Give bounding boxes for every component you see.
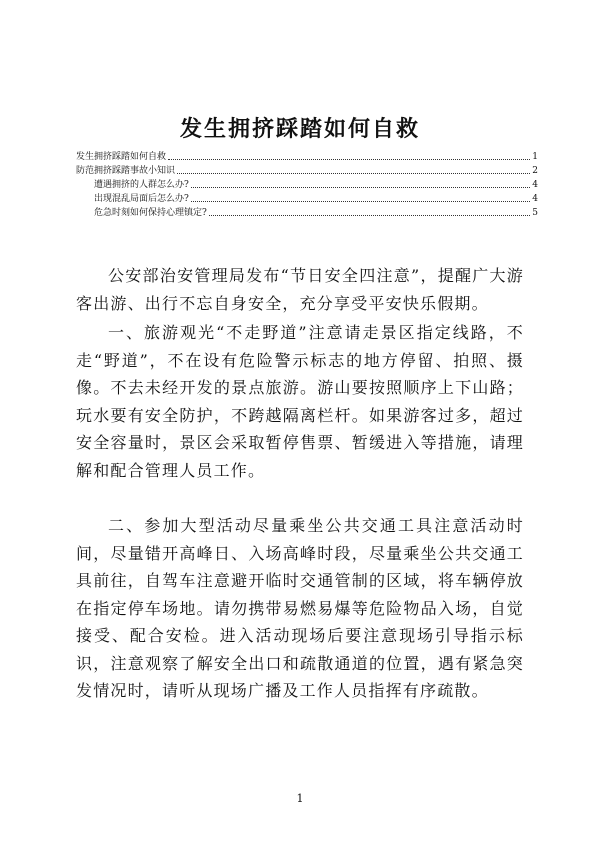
toc-entry-text: 危急时刻如何保持心理镇定? xyxy=(94,208,207,218)
table-of-contents xyxy=(76,150,538,220)
body-paragraph: 公安部治安管理局发布“节日安全四注意”，提醒广大游客出游、出行不忘自身安全，充分享受平安快乐假期。 xyxy=(76,266,524,313)
toc-entry-text: 遭遇拥挤的人群怎么办? xyxy=(94,180,189,190)
toc-entry-text: 防范拥挤踩踏事故小知识 xyxy=(76,166,176,176)
body-paragraph: 一、旅游观光“不走野道”注意请走景区指定线路，不走“野道”，不在设有危险警示标志的地方停留、拍照、摄像。不去未经开发的景点旅游。游山要按照顺序上下山路；玩水要有安全防护，不跨越隔离栏杆。如果游客过多，超过安全容量时，景区会采取暂停售票、暂缓进入等措施，请理解和配合管理人员工作。 xyxy=(76,323,524,480)
page-number: 1 xyxy=(296,792,304,805)
toc-entry[interactable] xyxy=(76,192,538,206)
toc-entry[interactable] xyxy=(76,150,538,164)
document-title: 发生拥挤踩踏如何自救 xyxy=(179,117,420,142)
toc-leader-dots xyxy=(168,158,530,160)
toc-leader-dots xyxy=(191,200,530,202)
toc-leader-dots xyxy=(191,186,530,188)
toc-entry-page: 1 xyxy=(532,152,538,162)
toc-entry-page: 5 xyxy=(532,208,538,218)
body-paragraph-block xyxy=(76,512,524,705)
toc-entry-text: 发生拥挤踩踏如何自救 xyxy=(76,152,167,162)
toc-entry[interactable] xyxy=(76,164,538,178)
toc-entry-page: 2 xyxy=(532,166,538,176)
toc-entry-text: 出现混乱局面后怎么办? xyxy=(94,194,189,204)
toc-entry[interactable] xyxy=(76,178,538,192)
body-paragraph-block xyxy=(76,319,524,484)
body-paragraph-block xyxy=(76,262,524,317)
toc-entry-page: 4 xyxy=(532,180,538,190)
toc-entry-page: 4 xyxy=(532,194,538,204)
toc-leader-dots xyxy=(177,172,530,174)
toc-entry[interactable] xyxy=(76,206,538,220)
toc-leader-dots xyxy=(209,214,530,216)
body-paragraph: 二、参加大型活动尽量乘坐公共交通工具注意活动时间，尽量错开高峰日、入场高峰时段，尽量乘坐公共交通工具前往，自驾车注意避开临时交通管制的区域，将车辆停放在指定停车场地。请勿携带易燃易爆等危险物品入场，自觉接受、配合安检。进入活动现场后要注意现场引导指示标识，注意观察了解安全出口和疏散通道的位置，遇有紧急突发情况时，请听从现场广播及工作人员指挥有序疏散。 xyxy=(76,516,524,700)
